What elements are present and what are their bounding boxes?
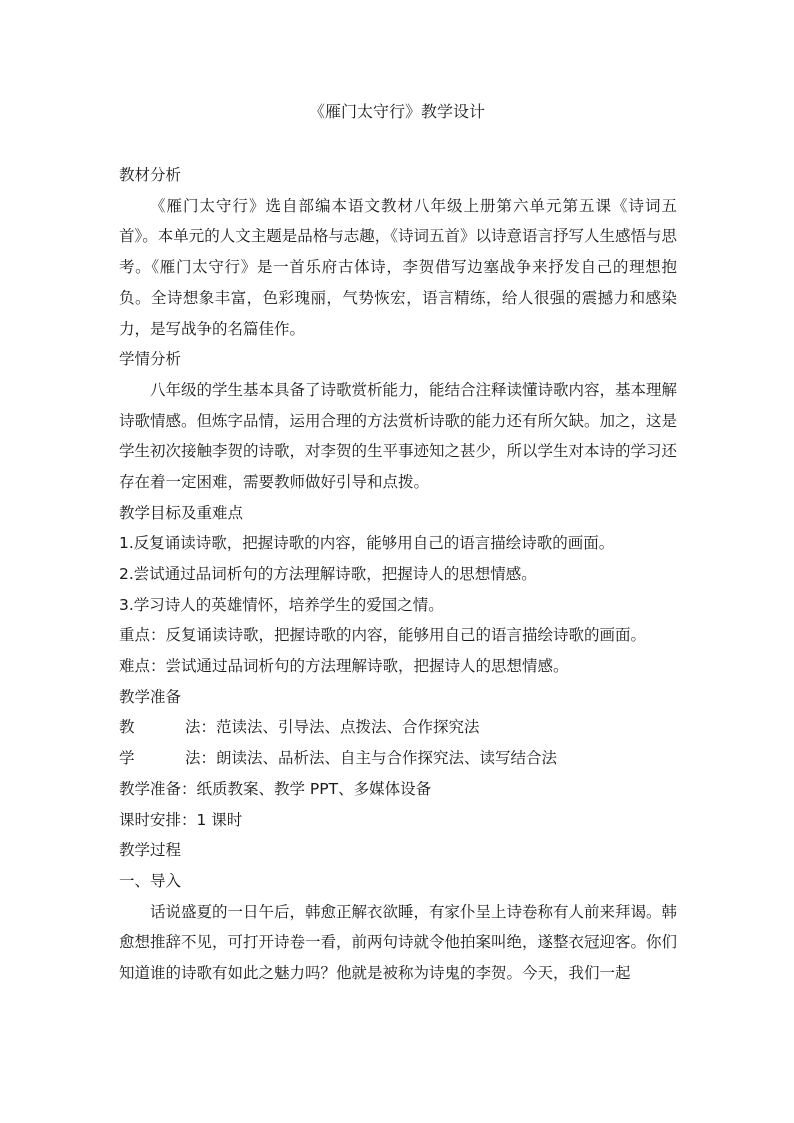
paragraph-introduction: 话说盛夏的一日午后，韩愈正解衣欲睡，有家仆呈上诗卷称有人前来拜谒。韩愈想推辞不见，可打开诗卷一看，前两句诗就令他拍案叫绝，遂整衣冠迎客。你们知道谁的诗歌有如此之魅力吗？他就是被称为诗鬼的李贺。今天，我们一起 (119, 902, 677, 983)
learning-method-value: 法：朗读法、品析法、自主与合作探究法、读写结合法 (185, 749, 558, 768)
paragraph-students: 八年级的学生基本具备了诗歌赏析能力，能结合注释读懂诗歌内容，基本理解诗歌情感。但炼字品情，运用合理的方法赏析诗歌的能力还有所欠缺。加之，这是学生初次接触李贺的诗歌，对李贺的生平事迹知之甚少，所以学生对本诗的学习还存在着一定困难，需要教师做好引导和点拨。 (119, 380, 677, 491)
process-step-1-heading: 一、导入 (119, 871, 182, 890)
section-heading-students: 学情分析 (119, 350, 182, 369)
learning-method-row (119, 743, 677, 774)
section-heading-preparation: 教学准备 (119, 687, 182, 706)
goal-item-2: 2.尝试通过品词析句的方法理解诗歌，把握诗人的思想情感。 (119, 565, 537, 584)
document-title: 《雁门太守行》教学设计 (308, 102, 485, 121)
teaching-method-value: 法：范读法、引导法、点拨法、合作探究法 (185, 718, 480, 737)
goal-item-1: 1.反复诵读诗歌，把握诗歌的内容，能够用自己的语言描绘诗歌的画面。 (119, 534, 615, 553)
goal-item-3: 3.学习诗人的英雄情怀，培养学生的爱国之情。 (119, 595, 444, 614)
paragraph-material: 《雁门太守行》选自部编本语文教材八年级上册第六单元第五课《诗词五首》。本单元的人文主题是品格与志趣，《诗词五首》以诗意语言抒写人生感悟与思考。《雁门太守行》是一首乐府古体诗，李贺借写边塞战争来抒发自己的理想抱负。全诗想象丰富，色彩瑰丽，气势恢宏，语言精练，给人很强的震撼力和感染力，是写战争的名篇佳作。 (119, 196, 677, 338)
section-heading-material: 教材分析 (119, 166, 182, 184)
learning-method-label: 学 (119, 749, 135, 768)
key-point: 重点：反复诵读诗歌，把握诗歌的内容，能够用自己的语言描绘诗歌的画面。 (119, 626, 647, 645)
teaching-method-row (119, 712, 677, 743)
teaching-materials: 教学准备：纸质教案、教学 PPT、多媒体设备 (119, 779, 432, 798)
teaching-method-label: 教 (119, 718, 135, 737)
section-heading-goals: 教学目标及重难点 (119, 503, 244, 522)
difficult-point: 难点：尝试通过品词析句的方法理解诗歌，把握诗人的思想情感。 (119, 657, 569, 676)
section-heading-process: 教学过程 (119, 841, 182, 860)
document-body (119, 160, 677, 989)
class-schedule: 课时安排：1 课时 (119, 810, 243, 829)
